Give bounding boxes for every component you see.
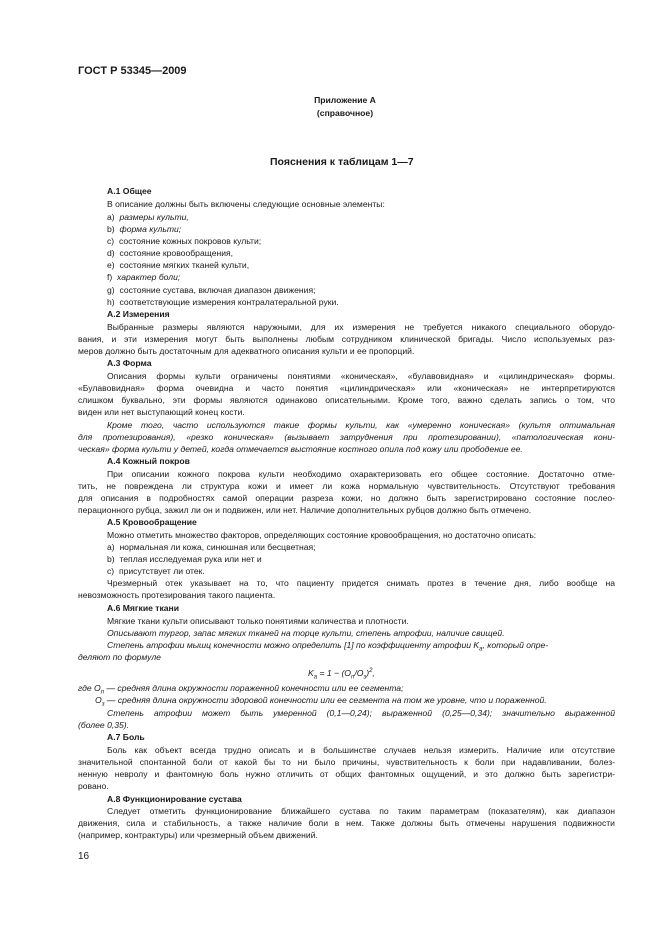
paragraph-line: Кроме того, часто используются такие формы культи, как «умеренно коническая» (культя оптимальная [107,420,615,430]
appendix-name: Приложение А [314,95,376,105]
section-heading-a7: А.7 Боль [107,732,145,742]
section-heading-a5: А.5 Кровообращение [107,517,197,527]
list-item: а) нормальная ли кожа, синюшная или бесцветная; [107,542,316,552]
section-heading-a8: А.8 Функционирование сустава [107,794,242,804]
paragraph-line: При описании кожного покрова культи необходимо охарактеризовать его общее состояние. Достаточно отме- [107,469,615,479]
paragraph-line: Описания формы культи ограничены понятиями «коническая», «булавовидная» и «цилиндрическая» формы. [107,371,615,381]
paragraph-line: ровано. [78,781,109,791]
paragraph-line: невозможность протезирования такого пациента. [78,590,276,600]
list-item: d) состояние кровообращения, [107,248,234,258]
paragraph-line: Описывают тургор, запас мягких тканей на торце культи, степень атрофии, наличие свищей. [107,628,505,638]
paragraph-line: «Булавовидная» форма очевидна и часто понятия «цилиндрическая» или «коническая» не интерпретируются [78,383,615,393]
paragraph-line: перационного рубца, зажил ли он и подвижен, или нет. Наличие дополнительных рубцов должно быть отмечено. [78,505,532,515]
paragraph: Можно отметить множество факторов, определяющих состояние кровообращения, но достаточно описать: [107,530,537,540]
paragraph-line: меров должно быть достаточным для адекватного описания культи и ее пропорций. [78,346,415,356]
paragraph-line: Степень атрофии может быть умеренной (0,1—0,24); выраженной (0,25—0,34); значительно выраженной [107,708,615,718]
list-item: а) размеры культи, [107,212,189,222]
paragraph-line: Степень атрофии мышц конечности можно определить [1] по коэффициенту атрофии $K_а$, который опре- [107,640,549,653]
paragraph-line: Боль как объект всегда трудно описать и в большинстве случаев нельзя измерить. Наличие или отсутствие [107,745,615,755]
formula: $K_а = 1 - (O_п/O_з)^2$, [308,667,375,681]
appendix-type: (справочное) [316,108,374,118]
list-item: f) характер боли; [107,272,181,282]
paragraph-line: значительной спонтанной боли от какой бы то ни было причины, чувствительность к боли при надавливании, болез- [78,757,615,767]
paragraph-line: Следует отметить функционирование ближайшего сустава по таким параметрам (показателям), как диапазон [107,806,615,816]
list-item: c) присутствует ли отек. [107,566,205,576]
paragraph-line: (более 0,35). [78,720,130,730]
list-item: b) теплая исследуемая рука или нет и [107,554,262,564]
paragraph-line: Мягкие ткани культи описывают только понятиями количества и плотности. [107,616,409,626]
document-id: ГОСТ Р 53345—2009 [78,65,187,77]
paragraph-line: ненную невролу и фантомную боль нужно отличить от общих фантомных ощущений, и это должно быть зарегистри- [78,769,615,779]
section-heading-a4: А.4 Кожный покров [107,456,190,466]
paragraph-line: движения, сила и стабильность, а также наличие боли в нем. Также должны быть отмечены нарушения подвижности [78,818,615,828]
list-item: e) состояние мягких тканей культи, [107,260,250,270]
paragraph-line: (например, контрактуры) или чрезмерный объем движений. [78,830,318,840]
paragraph-line: ческая» форма культи у детей, когда отмечается выстояние костного опила под кожу или прободение ее. [78,444,523,454]
paragraph-line: для описания в подробностях самой операции разреза кожи, но должно быть зарегистрировано состояние послео- [78,493,615,503]
paragraph-line: виден или нет выступающий конец кости. [78,407,245,417]
list-item: g) состояние сустава, включая диапазон движения; [107,285,316,295]
page-number: 16 [78,851,90,862]
list-item: c) состояние кожных покровов культи; [107,236,262,246]
paragraph: В описание должны быть включены следующие основные элементы: [107,199,385,209]
formula-legend: $O_з$ — средняя длина окружности здоровой конечности или ее сегмента на том же уровне, что и пораженной. [95,695,547,708]
section-heading-a1: А.1 Общее [107,186,152,196]
list-item: b) форма культи; [107,224,182,234]
section-heading-a2: А.2 Измерения [107,309,170,319]
paragraph-line: слишком буквально, эти формы являются одинаково описательными. Кроме того, важно сделать запись о том, что [78,395,615,405]
paragraph-line: деляют по формуле [78,652,161,662]
formula-legend: где $O_п$ — средняя длина окружности пораженной конечности или ее сегмента; [78,683,404,696]
section-heading-a6: А.6 Мягкие ткани [107,603,180,613]
paragraph-line: Чрезмерный отек указывает на то, что пациенту придется снимать протез в течение дня, либо вообще на [107,578,615,588]
list-item: h) соответствующие измерения контралатеральной руки. [107,297,339,307]
paragraph-line: тить, не повреждена ли структура кожи и имеет ли кожа нормальную чувствительность. Отсутствуют требования [78,481,615,491]
section-heading-a3: А.3 Форма [107,358,152,368]
paragraph-line: Выбранные размеры являются наружными, для их измерения не требуется никакого специального оборудо- [107,322,615,332]
paragraph-line: для протезирования), «резко коническая» (вызывает затруднения при протезировании), «патологическая кони- [78,432,615,442]
page-title: Пояснения к таблицам 1—7 [270,156,414,168]
paragraph-line: вания, и эти измерения могут быть выполнены любым сотрудником клинической бригады. Число используемых раз- [78,334,615,344]
